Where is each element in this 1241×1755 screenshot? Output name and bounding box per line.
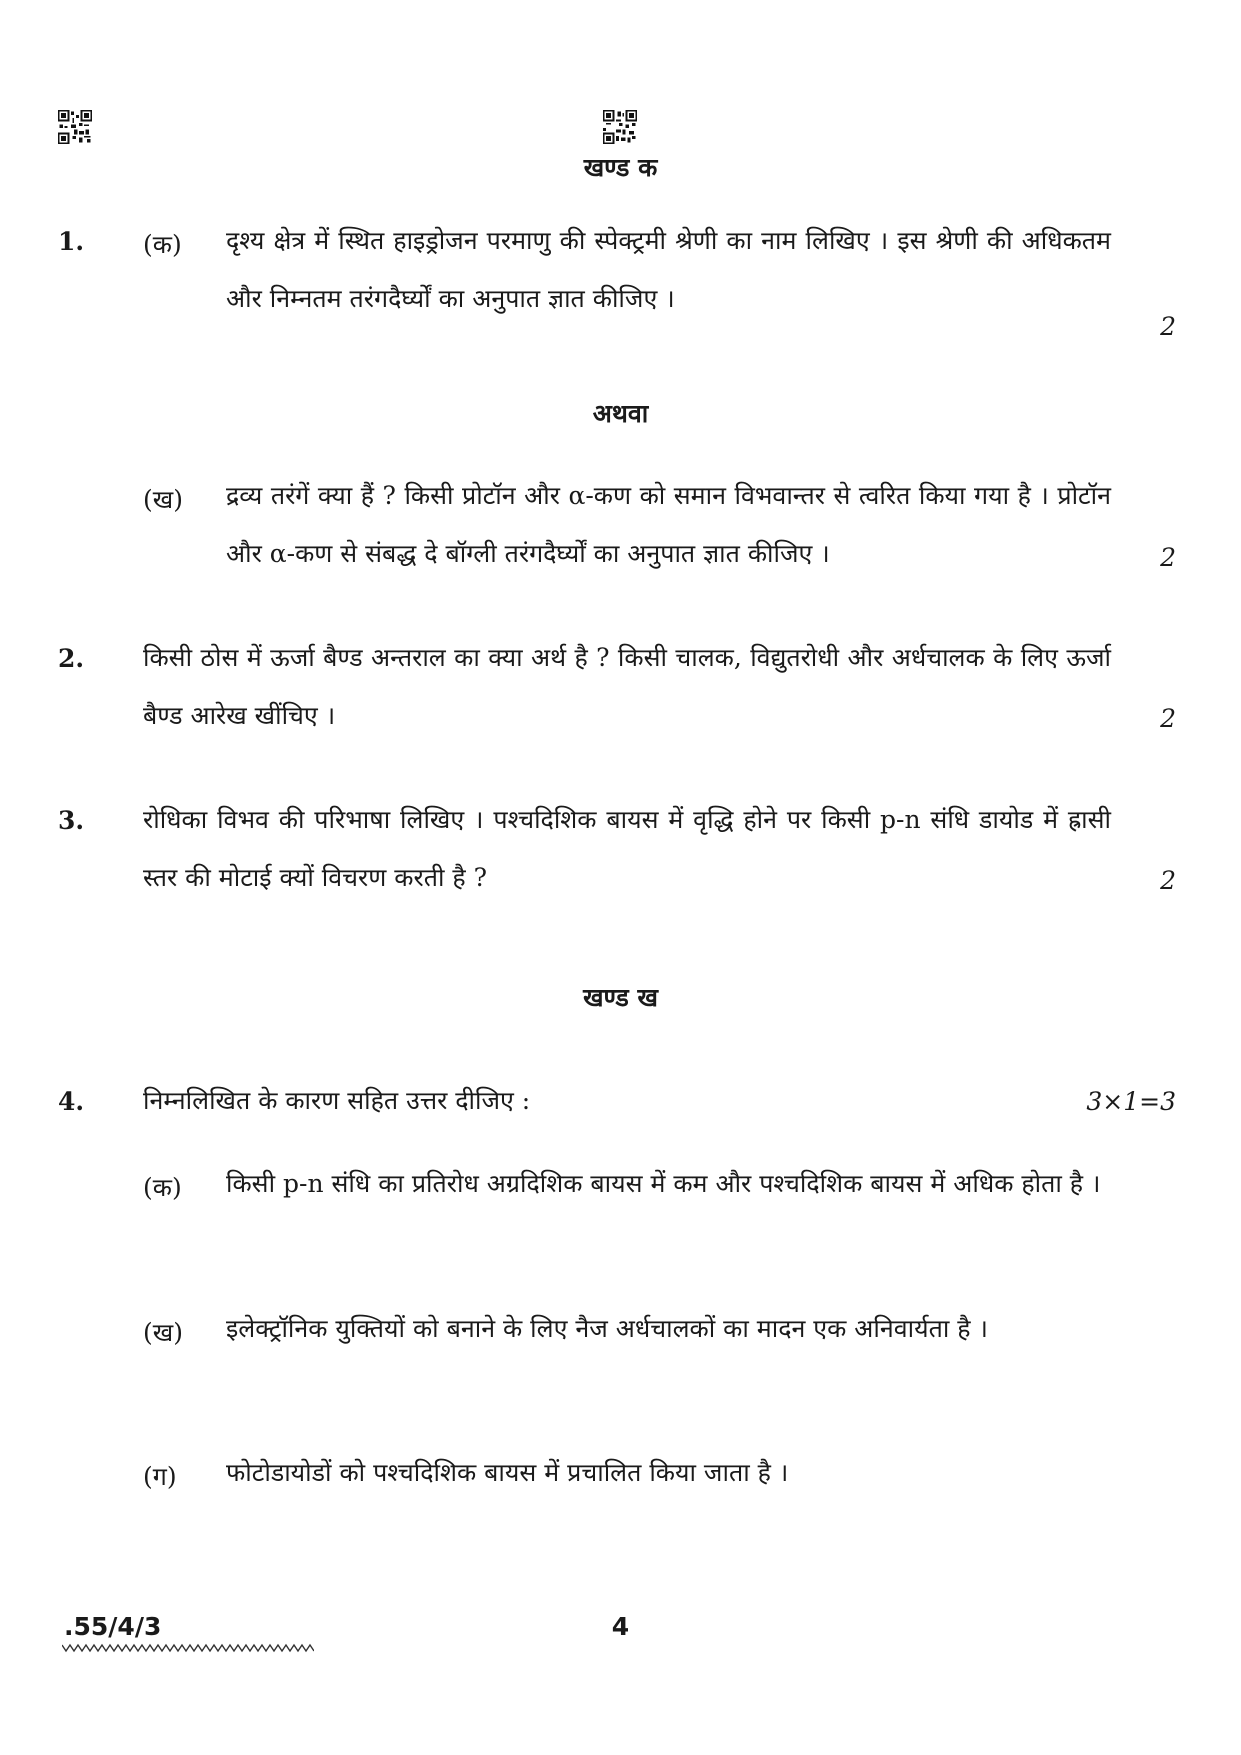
question-1a-marks: 2 xyxy=(1160,312,1176,341)
wavy-underline xyxy=(62,1641,314,1655)
section-a-heading: खण्ड क xyxy=(583,153,658,182)
question-2-marks: 2 xyxy=(1160,704,1176,733)
question-4b-text: इलेक्ट्रॉनिक युक्तियों को बनाने के लिए नैज अर्धचालकों का मादन एक अनिवार्यता है । xyxy=(226,1314,988,1343)
question-4c-text: फोटोडायोडों को पश्चदिशिक बायस में प्रचालित किया जाता है । xyxy=(226,1458,789,1487)
qr-code-left xyxy=(58,110,92,144)
question-4a-label: (क) xyxy=(143,1173,182,1202)
question-3-text: रोधिका विभव की परिभाषा लिखिए । पश्चदिशिक बायस में वृद्धि होने पर किसी p-n संधि डायोड में ह्रासी स्तर की मोटाई क्यों विचरण करती है ? xyxy=(143,805,1112,892)
question-4b-label: (ख) xyxy=(143,1318,183,1347)
question-4-marks: 3×1=3 xyxy=(1086,1087,1176,1116)
section-b-heading: खण्ड ख xyxy=(583,983,658,1012)
question-1-number: 1. xyxy=(58,227,85,256)
or-label: अथवा xyxy=(592,399,649,428)
question-4c-label: (ग) xyxy=(143,1462,177,1491)
question-2-number: 2. xyxy=(58,644,85,673)
question-1b-marks: 2 xyxy=(1160,543,1176,572)
question-3-number: 3. xyxy=(58,806,85,835)
question-4a-text: किसी p-n संधि का प्रतिरोध अग्रदिशिक बायस में कम और पश्चदिशिक बायस में अधिक होता है । xyxy=(226,1169,1101,1198)
question-3-marks: 2 xyxy=(1160,866,1176,895)
question-2-text: किसी ठोस में ऊर्जा बैण्ड अन्तराल का क्या अर्थ है ? किसी चालक, विद्युतरोधी और अर्धचालक के लिए ऊर्जा बैण्ड आरेख खींचिए । xyxy=(143,643,1111,730)
question-4-number: 4. xyxy=(58,1087,85,1116)
paper-code: .55/4/3 xyxy=(64,1612,162,1641)
question-1a-label: (क) xyxy=(143,230,182,259)
question-4-text: निम्नलिखित के कारण सहित उत्तर दीजिए : xyxy=(143,1086,531,1115)
question-1b-text: द्रव्य तरंगें क्या हैं ? किसी प्रोटॉन और α-कण को समान विभवान्तर से त्वरित किया गया है । प्रोटॉन और α-कण से संबद्ध दे बॉग्ली तरंगदैर्घ्यों का अनुपात ज्ञात कीजिए । xyxy=(226,481,1111,568)
question-1a-text: दृश्य क्षेत्र में स्थित हाइड्रोजन परमाणु की स्पेक्ट्रमी श्रेणी का नाम लिखिए । इस श्रेणी की अधिकतम और निम्नतम तरंगदैर्घ्यों का अनुपात ज्ञात कीजिए । xyxy=(226,226,1111,313)
qr-code-center xyxy=(603,110,637,144)
question-1b-label: (ख) xyxy=(143,485,183,514)
page-number: 4 xyxy=(611,1612,630,1641)
